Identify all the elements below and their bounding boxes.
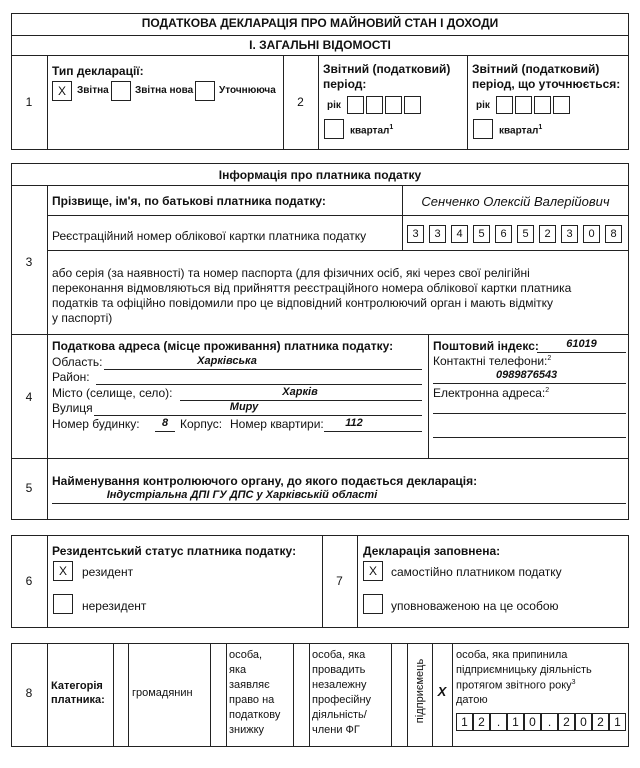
filled-by-label: Декларація заповнена:: [363, 544, 501, 558]
filled-by-agent-checkbox[interactable]: [363, 594, 383, 614]
street-line: [94, 415, 422, 416]
clarified-year-digit-cell[interactable]: [496, 96, 513, 114]
clarified-quarter-checkbox[interactable]: [473, 119, 493, 139]
divider: [467, 55, 468, 150]
clarified-year-label: рік: [476, 100, 490, 111]
resident-label: резидент: [82, 565, 134, 579]
house-label: Номер будинку:: [52, 417, 140, 431]
city-value[interactable]: Харків: [282, 386, 318, 398]
tax-address-label: Податкова адреса (місце проживання) платника податку:: [52, 339, 394, 353]
passport-note-line: податків та офіційно повідомили про це відповідний контролюючий орган і мають відмітку: [52, 296, 554, 310]
declaration-title: ПОДАТКОВА ДЕКЛАРАЦІЯ ПРО МАЙНОВИЙ СТАН І ДОХОДИ: [141, 16, 499, 30]
email-line: [433, 413, 626, 414]
registration-digit-cell[interactable]: 4: [451, 225, 468, 243]
stopped-activity-mark[interactable]: X: [437, 684, 447, 699]
stop-date-cell[interactable]: 1: [609, 713, 626, 731]
nonresident-label: нерезидент: [82, 599, 147, 613]
divider: [11, 185, 629, 186]
stop-date-cell[interactable]: 0: [575, 713, 592, 731]
stopped-activity-line: датою: [456, 694, 488, 706]
stop-date-cell[interactable]: 2: [473, 713, 490, 731]
divider: [391, 643, 392, 747]
phone-value[interactable]: 0989876543: [496, 369, 558, 381]
apartment-label: Номер квартири:: [230, 417, 324, 431]
divider: [113, 643, 114, 747]
divider: [226, 643, 227, 747]
divider: [47, 535, 48, 628]
tax-credit-person-line: заявляє: [229, 679, 270, 691]
divider: [47, 215, 629, 216]
phone-line: [433, 383, 626, 384]
divider: [11, 35, 629, 36]
registration-digit-cell[interactable]: 6: [495, 225, 512, 243]
registration-digit-cell[interactable]: 2: [539, 225, 556, 243]
nonresident-checkbox[interactable]: [53, 594, 73, 614]
row-number: 7: [336, 574, 343, 588]
independent-activity-line: провадить: [312, 664, 366, 676]
divider: [11, 334, 629, 335]
tax-credit-person-line: податкову: [229, 709, 281, 721]
passport-note-line: або серія (за наявності) та номер паспорта (для фізичних осіб, які через свої релігійні: [52, 266, 530, 280]
tax-credit-person-line: знижку: [229, 724, 265, 736]
year-digit-cell[interactable]: [366, 96, 383, 114]
divider: [407, 643, 408, 747]
stop-date-cell[interactable]: 1: [456, 713, 473, 731]
year-digit-cell[interactable]: [347, 96, 364, 114]
stop-date-cell[interactable]: 1: [507, 713, 524, 731]
resident-status-label: Резидентський статус платника податку:: [52, 544, 297, 558]
clarified-year-digit-cell[interactable]: [515, 96, 532, 114]
year-digit-cell[interactable]: [385, 96, 402, 114]
row-number: 1: [25, 95, 33, 109]
stopped-activity-line: протягом звітного року$^3$: [456, 679, 576, 692]
apartment-value[interactable]: 112: [345, 417, 363, 429]
taxpayer-info-heading: Інформація про платника податку: [218, 168, 422, 182]
street-value[interactable]: Миру: [229, 401, 259, 413]
tax-credit-person-line: яка: [229, 664, 247, 676]
independent-activity-line: члени ФГ: [312, 724, 360, 736]
divider: [47, 55, 48, 150]
category-label: Категорія: [51, 680, 103, 692]
region-label: Область:: [52, 355, 103, 369]
house-line: [155, 431, 175, 432]
region-line: [104, 369, 422, 370]
full-name-label: Прізвище, ім'я, по батькові платника податку:: [52, 194, 326, 208]
registration-digit-cell[interactable]: 0: [583, 225, 600, 243]
divider: [11, 458, 629, 459]
postal-code-line: [537, 352, 626, 353]
row-number: 4: [25, 390, 33, 404]
divider: [47, 185, 48, 520]
email-label: Електронна адреса:$^2$: [433, 386, 550, 400]
divider: [428, 334, 429, 458]
passport-note-line: у паспорті): [52, 311, 113, 325]
row-number: 2: [297, 95, 304, 109]
stop-date-cell[interactable]: 2: [592, 713, 609, 731]
clarified-year-digit-cell[interactable]: [553, 96, 570, 114]
year-label: рік: [327, 100, 341, 111]
full-name-value[interactable]: Сенченко Олексій Валерійович: [421, 194, 610, 209]
divider: [128, 643, 129, 747]
clarified-year-digit-cell[interactable]: [534, 96, 551, 114]
tax-authority-value[interactable]: Індустріальна ДПІ ГУ ДПС у Харківській області: [106, 489, 378, 501]
divider: [357, 535, 358, 628]
house-value[interactable]: 8: [161, 417, 169, 429]
quarter-label: квартал$^1$: [350, 124, 394, 137]
registration-digit-cell[interactable]: 3: [429, 225, 446, 243]
registration-digit-cell[interactable]: 8: [605, 225, 622, 243]
tax-credit-person-line: право на: [229, 694, 275, 706]
citizen-label: громадянин: [132, 687, 193, 699]
row-number: 6: [25, 574, 33, 588]
row-number: 8: [25, 686, 33, 700]
filled-by-agent-label: уповноваженою на це особою: [391, 599, 559, 613]
registration-digit-cell[interactable]: 5: [517, 225, 534, 243]
region-value[interactable]: Харківська: [197, 355, 257, 367]
type-regular-label: Звітна: [77, 85, 109, 96]
stop-date-cell[interactable]: .: [490, 713, 507, 731]
type-clarifying-label: Уточнююча: [219, 85, 276, 96]
clarified-period-label: Звітний (податковий) період, що уточнюється:: [472, 62, 621, 91]
reporting-period-label: Звітний (податковий) період:: [323, 62, 451, 91]
filled-by-self-label: самостійно платником податку: [391, 565, 562, 579]
divider: [47, 250, 629, 251]
divider: [309, 643, 310, 747]
tax-authority-line: [52, 503, 626, 504]
independent-activity-line: особа, яка: [312, 649, 366, 661]
registration-digit-cell[interactable]: 3: [407, 225, 424, 243]
type-new-label: Звітна нова: [135, 85, 194, 96]
stop-date-cell[interactable]: .: [541, 713, 558, 731]
divider: [318, 55, 319, 150]
divider: [293, 643, 294, 747]
tax-authority-label: Найменування контролюючого органу, до якого подається декларація:: [52, 474, 478, 488]
registration-digit-cell[interactable]: 5: [473, 225, 490, 243]
city-label: Місто (селище, село):: [52, 386, 173, 400]
entrepreneur-label: підприємець: [414, 658, 426, 724]
resident-checkbox[interactable]: X: [53, 561, 73, 581]
divider: [210, 643, 211, 747]
postal-code-value[interactable]: 61019: [566, 338, 597, 350]
clarified-quarter-label: квартал$^1$: [499, 124, 543, 137]
passport-note-line: переконання відмовляються від прийняття реєстраційного номера облікової картки платника: [52, 281, 572, 295]
section-general-heading: І. ЗАГАЛЬНІ ВІДОМОСТІ: [249, 38, 391, 52]
phones-label: Контактні телефони:$^2$: [433, 354, 552, 368]
quarter-checkbox[interactable]: [324, 119, 344, 139]
district-line: [96, 384, 422, 385]
row-number: 5: [25, 481, 33, 495]
year-digit-cell[interactable]: [404, 96, 421, 114]
independent-activity-line: діяльність/: [312, 709, 367, 721]
type-new-checkbox[interactable]: [111, 81, 131, 101]
registration-digit-cell[interactable]: 3: [561, 225, 578, 243]
stop-date-cell[interactable]: 2: [558, 713, 575, 731]
district-label: Район:: [52, 370, 90, 384]
type-regular-checkbox[interactable]: X: [52, 81, 72, 101]
postal-code-label: Поштовий індекс:: [433, 339, 539, 353]
divider: [11, 55, 629, 56]
registration-number-label: Реєстраційний номер облікової картки платника податку: [52, 229, 367, 243]
building-label: Корпус:: [180, 417, 223, 431]
row-number: 3: [25, 255, 33, 269]
independent-activity-line: професійну: [312, 694, 372, 706]
street-label: Вулиця: [52, 401, 93, 415]
divider: [452, 643, 453, 747]
declaration-type-label: Тип декларації:: [52, 64, 144, 78]
stop-date-cell[interactable]: 0: [524, 713, 541, 731]
apartment-line: [324, 431, 422, 432]
tax-credit-person-line: особа,: [229, 649, 263, 661]
stopped-activity-line: особа, яка припинила: [456, 649, 568, 661]
filled-by-self-checkbox[interactable]: X: [363, 561, 383, 581]
divider: [47, 643, 48, 747]
independent-activity-line: незалежну: [312, 679, 367, 691]
category-label: платника:: [51, 694, 105, 706]
type-clarifying-checkbox[interactable]: [195, 81, 215, 101]
stopped-activity-line: підприємницьку діяльність: [456, 664, 592, 676]
email-line: [433, 437, 626, 438]
